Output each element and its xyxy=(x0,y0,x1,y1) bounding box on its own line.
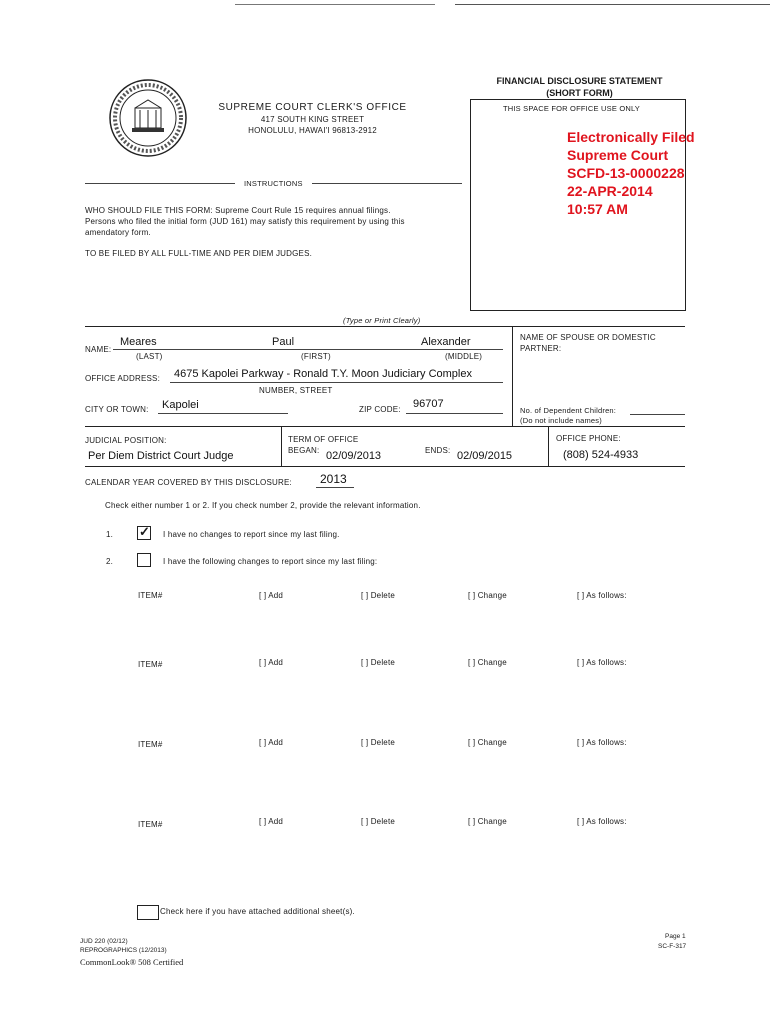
attached-sheets-checkbox[interactable] xyxy=(137,905,159,920)
option-1-text: I have no changes to report since my last filing. xyxy=(163,530,340,539)
office-address-underline xyxy=(170,382,503,383)
form-title: FINANCIAL DISCLOSURE STATEMENT xyxy=(496,76,663,86)
name-first-value[interactable]: Paul xyxy=(272,336,295,348)
item-label: ITEM# xyxy=(138,591,163,600)
term-began-value[interactable]: 02/09/2013 xyxy=(326,450,382,462)
calendar-year-value[interactable]: 2013 xyxy=(320,472,347,486)
option-1-number: 1. xyxy=(106,530,114,539)
office-address-label: OFFICE ADDRESS: xyxy=(85,374,161,383)
term-ends-value[interactable]: 02/09/2015 xyxy=(457,450,513,462)
name-last-sublabel: (LAST) xyxy=(136,352,163,361)
office-address-sublabel: NUMBER, STREET xyxy=(259,386,333,395)
dependents-label-line2: (Do not include names) xyxy=(520,416,602,425)
item-delete-checkbox[interactable]: [ ] Delete xyxy=(361,591,396,600)
judicial-top-border xyxy=(85,426,685,427)
item-delete-checkbox[interactable]: [ ] Delete xyxy=(361,738,396,747)
office-use-top-border xyxy=(470,99,686,100)
office-use-left-border xyxy=(470,99,471,311)
scan-artifact-line xyxy=(455,4,770,5)
spouse-label-line2: PARTNER: xyxy=(520,344,562,353)
item-add-checkbox[interactable]: [ ] Add xyxy=(259,817,284,826)
city-underline xyxy=(158,413,288,414)
form-subtitle: (SHORT FORM) xyxy=(546,88,613,98)
term-began-label: BEGAN: xyxy=(288,446,320,455)
item-label: ITEM# xyxy=(138,740,163,749)
instructions-heading: INSTRUCTIONS xyxy=(244,179,303,188)
office-use-label: THIS SPACE FOR OFFICE USE ONLY xyxy=(503,104,640,113)
page-number: Page 1 xyxy=(665,933,686,940)
item-as-follows-checkbox[interactable]: [ ] As follows: xyxy=(577,658,627,667)
zip-value[interactable]: 96707 xyxy=(413,398,444,410)
name-last-value[interactable]: Meares xyxy=(120,336,157,348)
item-as-follows-checkbox[interactable]: [ ] As follows: xyxy=(577,591,627,600)
office-address-value[interactable]: 4675 Kapolei Parkway - Ronald T.Y. Moon Judiciary Complex xyxy=(174,368,472,380)
calendar-year-underline xyxy=(316,487,354,488)
type-or-print-label: (Type or Print Clearly) xyxy=(343,316,421,325)
instructions-para2: TO BE FILED BY ALL FULL-TIME AND PER DIEM JUDGES. xyxy=(85,249,313,258)
office-use-bottom-border xyxy=(470,310,686,311)
city-value[interactable]: Kapolei xyxy=(162,399,199,411)
option-1-checkbox[interactable] xyxy=(137,526,151,540)
item-label: ITEM# xyxy=(138,820,163,829)
stamp-line-4: 22-APR-2014 xyxy=(567,183,653,199)
item-as-follows-checkbox[interactable]: [ ] As follows: xyxy=(577,817,627,826)
item-as-follows-checkbox[interactable]: [ ] As follows: xyxy=(577,738,627,747)
instructions-para1-line1: WHO SHOULD FILE THIS FORM: Supreme Court Rule 15 requires annual filings. xyxy=(85,206,391,215)
judicial-position-label: JUDICIAL POSITION: xyxy=(85,436,167,445)
instructions-divider-left xyxy=(85,183,235,184)
item-add-checkbox[interactable]: [ ] Add xyxy=(259,658,284,667)
office-phone-label: OFFICE PHONE: xyxy=(556,434,621,443)
judicial-position-value[interactable]: Per Diem District Court Judge xyxy=(88,450,234,462)
item-change-checkbox[interactable]: [ ] Change xyxy=(468,817,507,826)
check-instruction: Check either number 1 or 2. If you check number 2, provide the relevant information. xyxy=(105,501,421,510)
name-first-sublabel: (FIRST) xyxy=(301,352,331,361)
scan-artifact-line xyxy=(235,4,435,5)
name-middle-value[interactable]: Alexander xyxy=(421,336,471,348)
dependents-label-line1: No. of Dependent Children: xyxy=(520,406,617,415)
item-label: ITEM# xyxy=(138,660,163,669)
spouse-label-line1: NAME OF SPOUSE OR DOMESTIC xyxy=(520,333,656,342)
item-delete-checkbox[interactable]: [ ] Delete xyxy=(361,658,396,667)
form-code: SC-F-317 xyxy=(658,943,687,950)
stamp-line-3: SCFD-13-0000228 xyxy=(567,165,685,181)
office-name: SUPREME COURT CLERK'S OFFICE xyxy=(218,102,407,113)
item-change-checkbox[interactable]: [ ] Change xyxy=(468,738,507,747)
item-add-checkbox[interactable]: [ ] Add xyxy=(259,738,284,747)
instructions-divider-right xyxy=(312,183,462,184)
form-number: JUD 220 (02/12) xyxy=(80,938,128,945)
instructions-para1-line3: amendatory form. xyxy=(85,228,151,237)
term-of-office-label: TERM OF OFFICE xyxy=(288,435,359,444)
zip-label: ZIP CODE: xyxy=(359,405,401,414)
name-label: NAME: xyxy=(85,345,112,354)
judicial-divider-1 xyxy=(281,426,282,466)
info-top-border xyxy=(85,326,685,327)
office-phone-value[interactable]: (808) 524-4933 xyxy=(563,449,639,461)
item-delete-checkbox[interactable]: [ ] Delete xyxy=(361,817,396,826)
judicial-bottom-border xyxy=(85,466,685,467)
stamp-line-5: 10:57 AM xyxy=(567,201,628,217)
instructions-para1-line2: Persons who filed the initial form (JUD 161) may satisfy this requirement by using this xyxy=(85,217,405,226)
item-change-checkbox[interactable]: [ ] Change xyxy=(468,658,507,667)
option-2-number: 2. xyxy=(106,557,114,566)
calendar-year-label: CALENDAR YEAR COVERED BY THIS DISCLOSURE: xyxy=(85,478,292,487)
attached-sheets-text: Check here if you have attached additional sheet(s). xyxy=(160,907,355,916)
office-street: 417 SOUTH KING STREET xyxy=(260,115,365,124)
commonlook-certification: CommonLook® 508 Certified xyxy=(80,957,184,967)
reprographics-code: REPROGRAPHICS (12/2013) xyxy=(80,947,167,954)
dependents-underline xyxy=(630,414,685,415)
info-right-divider xyxy=(512,326,513,426)
electronic-filing-stamp xyxy=(567,128,695,218)
option-2-checkbox[interactable] xyxy=(137,553,151,567)
office-city: HONOLULU, HAWAI'I 96813-2912 xyxy=(248,126,377,135)
item-change-checkbox[interactable]: [ ] Change xyxy=(468,591,507,600)
name-middle-sublabel: (MIDDLE) xyxy=(445,352,483,361)
name-underline xyxy=(113,349,503,350)
city-label: CITY OR TOWN: xyxy=(85,405,149,414)
court-seal-logo xyxy=(108,78,188,158)
zip-underline xyxy=(406,413,503,414)
stamp-line-2: Supreme Court xyxy=(567,147,669,163)
option-2-text: I have the following changes to report since my last filing: xyxy=(163,557,378,566)
term-ends-label: ENDS: xyxy=(425,446,451,455)
stamp-line-1: Electronically Filed xyxy=(567,129,695,145)
item-add-checkbox[interactable]: [ ] Add xyxy=(259,591,284,600)
judicial-divider-2 xyxy=(548,426,549,466)
checkmark-icon: ✓ xyxy=(139,524,150,539)
